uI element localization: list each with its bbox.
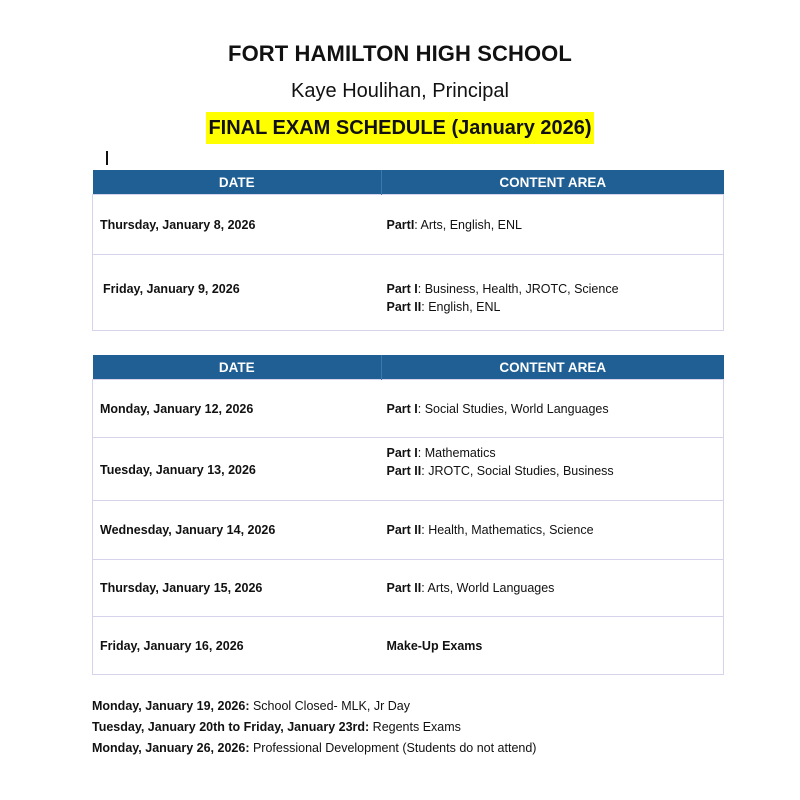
table-row: [93, 380, 724, 438]
makeup-label: Make-Up Exams: [386, 638, 483, 653]
table-row: [93, 438, 724, 501]
part-label: Part II: [386, 581, 422, 595]
note-text: School Closed- MLK, Jr Day: [249, 699, 410, 713]
note-date: Monday, January 26, 2026:: [92, 741, 250, 755]
row-date-text: Tuesday, January 13, 2026: [100, 463, 256, 477]
part-label: Part I: [386, 282, 418, 296]
part-label: Part I: [386, 446, 418, 460]
row-content-area: [382, 380, 724, 438]
table-row: [93, 255, 724, 331]
table-row: [93, 501, 724, 560]
exam-schedule-title: FINAL EXAM SCHEDULE (January 2026): [206, 112, 593, 144]
row-content-area: [382, 617, 724, 675]
table-header-row: [93, 355, 724, 380]
note-item: [92, 717, 536, 738]
row-content-area: [382, 195, 724, 255]
text-cursor: [106, 151, 108, 165]
table-row: [93, 195, 724, 255]
school-name: FORT HAMILTON HIGH SCHOOL: [228, 41, 572, 66]
subjects: : Business, Health, JROTC, Science: [417, 282, 619, 296]
column-header-content-area: CONTENT AREA: [382, 355, 724, 380]
row-date: Friday, January 16, 2026: [93, 617, 382, 675]
row-content-area: [382, 501, 724, 560]
title-block: [0, 40, 800, 144]
part-label: Part I: [386, 401, 418, 416]
table-row: [93, 560, 724, 617]
table-header-row: [93, 170, 724, 195]
principal-name: Kaye Houlihan, Principal: [291, 80, 509, 102]
part-label: Part II: [386, 523, 422, 537]
column-header-date: DATE: [93, 355, 382, 380]
row-date: Monday, January 12, 2026: [93, 380, 382, 438]
note-item: [92, 738, 536, 759]
note-date: Monday, January 19, 2026:: [92, 699, 250, 713]
subjects: : Arts, English, ENL: [414, 217, 522, 232]
row-date: [93, 438, 382, 501]
exam-table-week-2: [92, 355, 724, 675]
table-row: [93, 617, 724, 675]
subjects: : Arts, World Languages: [421, 581, 555, 595]
part-label: Part II: [386, 464, 422, 478]
note-text: Professional Development (Students do not attend): [249, 741, 537, 755]
subjects: : Social Studies, World Languages: [417, 401, 609, 416]
subjects: : English, ENL: [421, 300, 501, 314]
note-text: Regents Exams: [369, 720, 461, 734]
exam-table-week-1: [92, 170, 724, 331]
subjects: : JROTC, Social Studies, Business: [421, 464, 614, 478]
subjects: : Mathematics: [417, 446, 496, 460]
part-label: Part II: [386, 300, 422, 314]
row-date: Thursday, January 8, 2026: [93, 195, 382, 255]
row-content-area: [382, 255, 724, 331]
note-date: Tuesday, January 20th to Friday, January 23rd:: [92, 720, 370, 734]
row-content-area: [382, 560, 724, 617]
column-header-content-area: CONTENT AREA: [382, 170, 724, 195]
column-header-date: DATE: [93, 170, 382, 195]
schedule-notes: [92, 696, 536, 759]
row-date: Wednesday, January 14, 2026: [93, 501, 382, 560]
row-date-text: Friday, January 9, 2026: [103, 282, 240, 296]
row-date: [93, 255, 382, 331]
part-label: PartI: [386, 217, 415, 232]
subjects: : Health, Mathematics, Science: [421, 523, 594, 537]
row-date: Thursday, January 15, 2026: [93, 560, 382, 617]
note-item: [92, 696, 536, 717]
row-content-area: [382, 438, 724, 501]
